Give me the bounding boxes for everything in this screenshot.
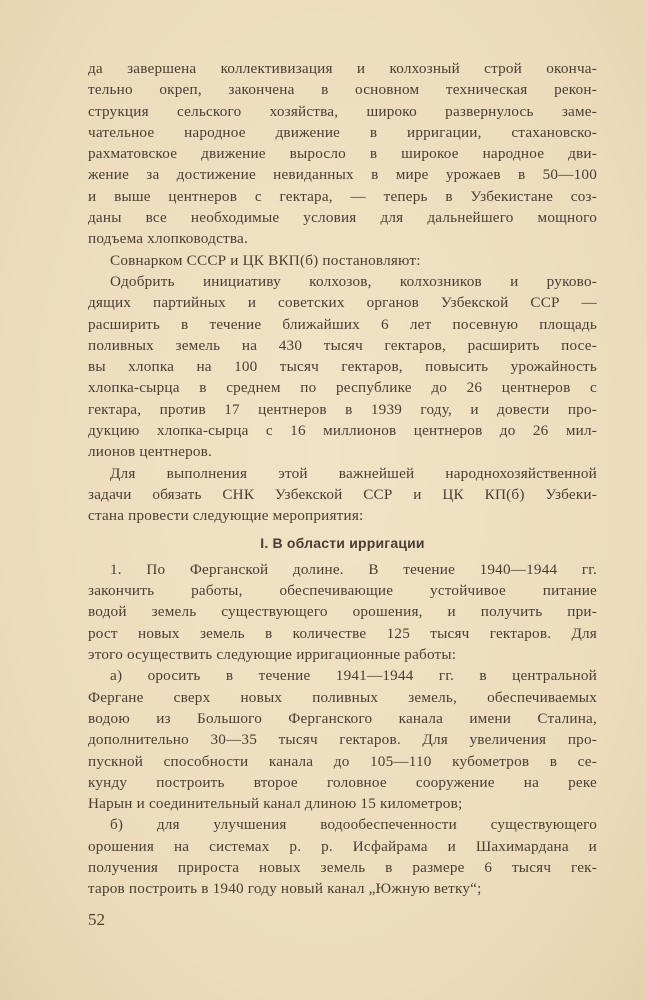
text-line: дукцию хлопка-сырца с 16 миллионов центнеров до 26 мил- (88, 422, 597, 440)
text-line: дящих партийных и советских органов Узбекской ССР — (88, 294, 597, 312)
text-line: а) оросить в течение 1941—1944 гг. в центральной (110, 667, 597, 685)
paragraph (88, 463, 597, 527)
text-line: Для выполнения этой важнейшей народнохозяйственной (110, 464, 597, 482)
text-line: подъема хлопководства. (88, 230, 248, 248)
text-line: задачи обязать СНК Узбекской ССР и ЦК КП(б) Узбеки- (88, 485, 597, 503)
text-line: поливных земель на 430 тысяч гектаров, расширить посе- (88, 336, 597, 354)
text-line: Одобрить инициативу колхозов, колхозников и руково- (110, 272, 597, 290)
text-line: стана провести следующие мероприятия: (88, 507, 364, 525)
text-line: лионов центнеров. (88, 443, 213, 461)
text-line: струкция сельского хозяйства, широко развернулось заме- (88, 102, 597, 120)
paragraph (88, 250, 597, 271)
text-line: б) для улучшения водообеспеченности существующего (110, 816, 597, 834)
section-heading: I. В области ирригации (260, 534, 425, 551)
page-number: 52 (88, 910, 105, 929)
text-line: кунду построить второе головное сооружение на реке (88, 773, 597, 791)
paragraph (88, 58, 597, 250)
text-line: водою из Большого Ферганского канала имени Сталина, (88, 709, 597, 727)
text-line: водой земель существующего орошения, и получить при- (88, 603, 597, 621)
text-line: хлопка-сырца в среднем по республике до 26 центнеров с (88, 379, 597, 397)
text-line: закончить работы, обеспечивающие устойчивое питание (88, 582, 597, 600)
text-line: жение за достижение невиданных в мире урожаев в 50—100 (88, 166, 597, 184)
text-line: Совнарком СССР и ЦК ВКП(б) постановляют: (110, 251, 421, 269)
text-line: пускной способности канала до 105—110 кубометров в се- (88, 752, 597, 770)
text-line: да завершена коллективизация и колхозный строй оконча- (88, 60, 597, 77)
text-line: получения прироста новых земель в размере 6 тысяч гек- (88, 858, 597, 876)
text-line: орошения на системах р. р. Исфайрама и Шахимардана и (88, 837, 597, 855)
text-line: расширить в течение ближайших 6 лет посевную площадь (88, 315, 597, 333)
text-line: дополнительно 30—35 тысяч гектаров. Для увеличения про- (88, 731, 597, 749)
text-line: даны все необходимые условия для дальнейшего мощного (88, 209, 597, 227)
text-line: Нарын и соединительный канал длиною 15 километров; (88, 795, 463, 813)
text-line: 1. По Ферганской долине. В течение 1940—1944 гг. (110, 560, 597, 578)
text-line: тельно окреп, закончена в основном техническая рекон- (88, 81, 597, 99)
paragraph (88, 559, 597, 665)
text-line: и выше центнеров с гектара, — теперь в Узбекистане соз- (88, 187, 597, 205)
text-line: таров построить в 1940 году новый канал „Южную ветку“; (88, 880, 482, 898)
paragraph (88, 665, 597, 814)
text-line: Фергане сверх новых поливных земель, обеспечиваемых (88, 688, 597, 706)
text-line: чательное народное движение в ирригации, стахановско- (88, 123, 597, 141)
text-line: вы хлопка на 100 тысяч гектаров, повысить урожайность (88, 358, 597, 376)
paragraph (88, 814, 597, 899)
text-line: рахматовское движение выросло в широкое народное дви- (88, 145, 597, 163)
text-line: этого осуществить следующие ирригационные работы: (88, 646, 457, 664)
text-line: гектара, против 17 центнеров в 1939 году, и довести про- (88, 400, 597, 418)
paragraph (88, 271, 597, 463)
page-body-text (88, 58, 597, 900)
text-line: рост новых земель в количестве 125 тысяч гектаров. Для (88, 624, 597, 642)
